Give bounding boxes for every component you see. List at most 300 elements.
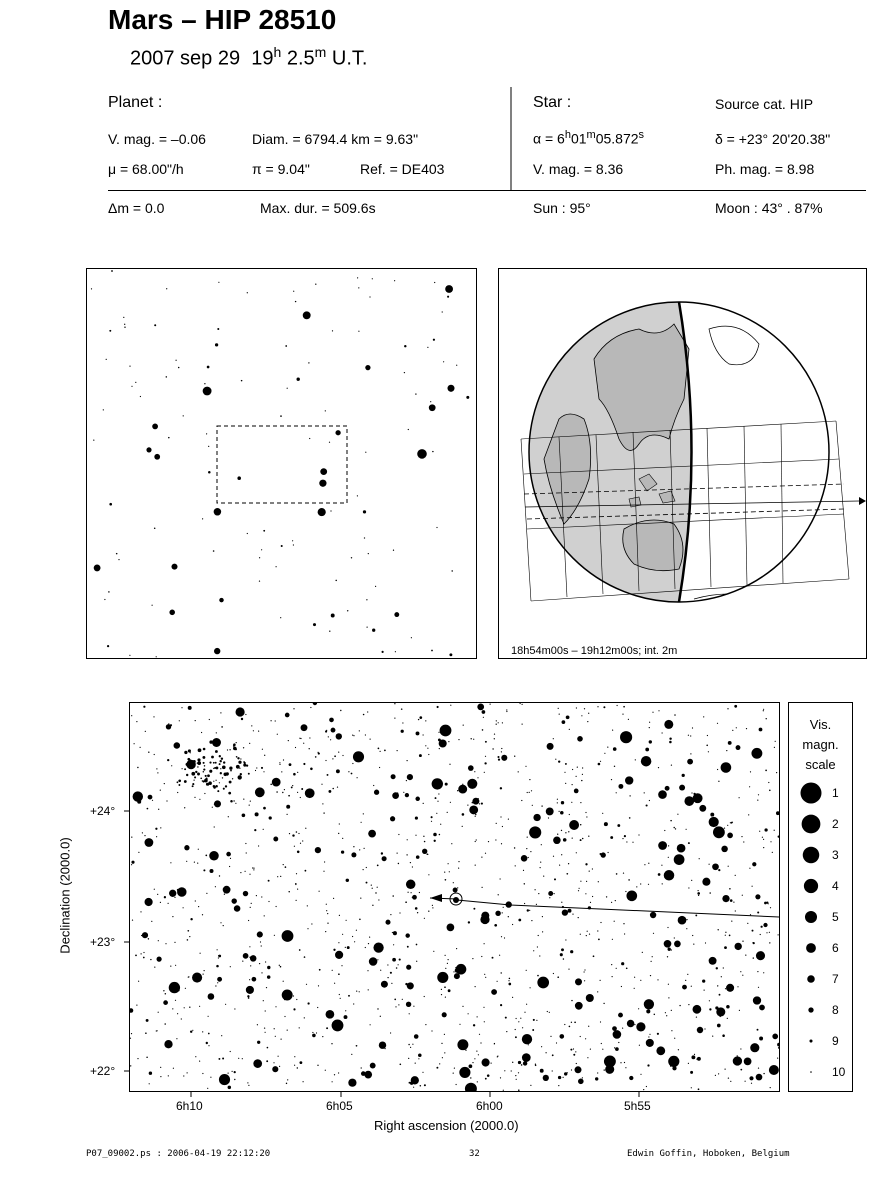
star [228,1086,231,1089]
star [201,732,202,733]
star [325,1070,326,1071]
star [340,710,341,711]
star [657,1033,659,1035]
star [598,763,601,766]
star [742,941,743,942]
star [213,781,214,782]
star [526,1004,527,1005]
star [563,1077,564,1078]
star [382,856,387,861]
star [146,447,151,452]
star [288,891,289,892]
star [284,1016,285,1017]
scale-label: 8 [832,1003,839,1017]
star [348,1079,356,1087]
star [210,869,214,873]
star [174,897,175,898]
cluster-star [207,784,209,786]
star [214,648,220,654]
star [361,1067,362,1068]
star [268,901,269,902]
star [330,510,331,511]
star [682,774,685,777]
star [177,1013,178,1014]
star [690,753,691,754]
star [177,781,179,783]
star [203,869,205,871]
star [297,851,300,854]
star [194,797,195,798]
star [296,873,297,874]
star [540,862,541,863]
ytick-label: +22° [90,1064,116,1078]
star [774,830,775,831]
star [640,1074,641,1075]
star [696,1017,697,1018]
star [589,934,590,935]
cluster-star [219,782,220,783]
star [475,814,476,815]
star [662,883,663,884]
star [257,931,263,937]
star [778,1047,779,1049]
star [445,968,446,969]
star [339,994,340,995]
star [751,1083,752,1084]
star [496,720,497,721]
star [553,856,554,857]
star [363,869,364,870]
star [307,905,308,906]
star [372,888,373,889]
star [195,720,196,721]
star [140,747,141,748]
star [370,739,371,740]
star [160,790,161,791]
star [582,774,583,775]
star [318,985,319,986]
star [561,830,562,831]
star [564,772,565,773]
star [307,1002,309,1004]
star [525,766,526,767]
star [590,1049,591,1050]
star [417,449,427,459]
star [626,890,637,901]
star [140,911,141,912]
star [332,1019,344,1031]
star [285,866,287,868]
star [160,1067,161,1068]
star [448,959,449,960]
star [138,852,139,853]
star [357,277,358,278]
star [746,1061,747,1062]
star [760,934,761,935]
star [573,1048,574,1049]
star [444,1034,445,1035]
star [413,1087,414,1088]
star [475,865,476,866]
star [624,933,625,934]
star [494,924,497,927]
star [658,767,659,768]
star [500,1004,502,1006]
star [281,771,282,772]
star [522,1027,523,1028]
star [441,989,442,990]
cluster-star [217,740,221,744]
star [512,924,513,925]
target-star [453,897,459,903]
star [415,835,416,836]
star [174,942,175,943]
star [393,550,394,551]
star [602,813,603,814]
cluster-star [219,755,221,757]
star [468,765,474,771]
star [735,875,736,876]
star [247,533,248,534]
star [668,984,669,985]
star [137,1058,138,1059]
star [293,291,294,292]
star [106,359,107,360]
star [360,897,361,898]
star [541,805,542,806]
star [629,1076,633,1080]
star [260,941,261,942]
star [332,1081,333,1082]
star [549,897,550,898]
star [531,790,532,791]
star [652,956,653,957]
star [433,339,435,341]
star [542,931,543,932]
star [323,812,324,813]
star [733,1056,742,1065]
star [704,1028,705,1029]
star [280,617,281,618]
star [406,1002,411,1007]
star [664,870,675,881]
star [243,891,248,896]
star [776,772,777,773]
star [403,792,404,793]
star [623,706,625,708]
star [650,975,651,976]
star [616,968,617,969]
star [440,824,441,825]
star [710,813,714,817]
star [280,966,282,968]
cluster-star [192,785,194,787]
star [484,762,486,764]
star [442,1057,443,1058]
star [553,837,561,845]
star [590,902,591,903]
star [494,738,495,739]
star [315,756,317,758]
star [480,1042,481,1043]
star [664,720,673,729]
star [558,708,559,709]
star [601,852,606,857]
star [405,933,409,937]
star [496,823,497,824]
star [757,799,758,800]
minute-unit: m [314,44,327,60]
star [325,410,326,411]
star [673,827,675,829]
star [448,989,451,992]
star [427,347,428,348]
star [626,841,627,842]
star [582,838,584,840]
star [457,887,458,888]
star [561,801,564,804]
star [665,1012,666,1013]
star [131,715,132,716]
star [462,1069,463,1070]
star [467,779,477,789]
star [392,958,396,962]
star [433,951,434,952]
star [217,982,218,983]
star [556,1042,557,1043]
star [254,829,256,831]
star [419,754,422,757]
star [605,1065,614,1074]
star [576,1063,577,1064]
star [547,743,554,750]
star-field [91,270,469,657]
star [192,1030,193,1031]
star [543,1075,549,1081]
star [318,753,320,755]
star [253,869,254,870]
star [692,727,693,728]
star [518,1061,521,1064]
star [526,848,527,849]
cluster-star [198,748,202,752]
star [717,769,718,770]
star [282,930,294,942]
star [249,874,250,875]
star [674,941,681,948]
star [736,745,741,750]
star [257,1024,258,1025]
star [255,787,265,797]
star [214,508,222,516]
star [634,1024,635,1025]
star [302,1081,303,1082]
star [108,591,110,593]
star [752,942,753,943]
star [552,1070,553,1071]
cluster-star [217,790,219,792]
star [375,892,376,893]
star [688,735,689,736]
star [729,935,731,937]
star [585,863,587,865]
star [588,836,589,837]
star [456,948,457,949]
star [561,902,562,903]
star [348,771,349,772]
star [743,841,744,842]
star [515,1036,517,1038]
star [613,747,617,751]
star [369,937,370,938]
star [538,935,539,936]
star [669,737,671,739]
star [541,1046,542,1047]
star [340,998,341,999]
star [335,430,340,435]
star [320,468,327,475]
scale-dot [803,847,820,864]
star [148,938,149,939]
star [243,747,244,748]
star [422,849,427,854]
star [468,921,470,923]
star [702,878,710,886]
star [207,1088,208,1089]
star [494,1043,495,1044]
star [391,983,392,984]
star [235,803,236,804]
star [309,737,310,738]
star [398,964,399,965]
star [424,918,425,919]
star [506,1031,507,1032]
cluster-star [243,764,246,767]
star [356,1045,358,1047]
star [336,769,340,773]
star [727,833,733,839]
star [477,704,484,711]
star [287,1079,288,1080]
star [295,747,296,748]
star [541,844,542,845]
star [393,944,394,945]
star [250,907,251,908]
star [679,785,685,791]
star [202,914,203,915]
star [366,882,368,884]
star [667,927,668,928]
magnitude-scale [789,703,852,1091]
star [483,1007,484,1008]
star [282,990,293,1001]
star [568,863,569,864]
star [473,739,474,740]
star [472,798,479,805]
cluster-star [222,777,223,778]
star [377,887,378,888]
star [178,367,180,369]
star [709,864,710,865]
star [193,779,194,780]
star [642,952,643,953]
star [508,983,511,986]
cluster-star [205,775,207,777]
star [529,792,530,793]
xtick-label: 6h10 [176,1099,203,1113]
star [641,756,651,766]
star [356,991,357,992]
star [217,328,219,330]
star [329,718,334,723]
star [623,923,624,924]
star [210,1077,211,1078]
star [520,703,521,704]
star [588,713,589,714]
star [135,382,136,383]
star [327,774,329,776]
star [94,564,101,571]
star [691,792,692,793]
magnitude-drop: Δm = 0.0 [108,200,165,216]
star [275,1036,276,1037]
star [739,797,740,798]
star [740,1069,742,1071]
cluster-star [189,762,191,764]
star [144,835,145,836]
star [283,981,284,982]
star [146,1057,148,1059]
star [614,921,615,922]
star [456,964,467,975]
star [564,1024,565,1025]
star [156,836,157,837]
star [495,839,496,840]
star [686,928,687,929]
star [533,814,540,821]
star [299,738,300,739]
star [221,726,223,728]
star [761,926,763,928]
star [358,331,359,332]
star [332,758,333,759]
star [504,937,505,938]
star [521,1064,523,1066]
star [706,745,708,747]
star [406,760,407,761]
star [699,858,700,859]
star [143,952,144,953]
star [158,1012,159,1013]
star [565,939,566,940]
star [240,758,241,759]
star [410,862,411,863]
star [170,724,172,726]
star [392,932,393,933]
star [236,742,237,743]
star [472,1062,473,1063]
star [396,967,398,969]
star [415,907,418,910]
cluster-star [229,749,230,750]
star [264,1027,265,1028]
star [437,972,448,983]
star [368,989,369,990]
star [169,610,175,616]
star [363,813,364,814]
star [577,767,578,768]
star [438,780,440,782]
